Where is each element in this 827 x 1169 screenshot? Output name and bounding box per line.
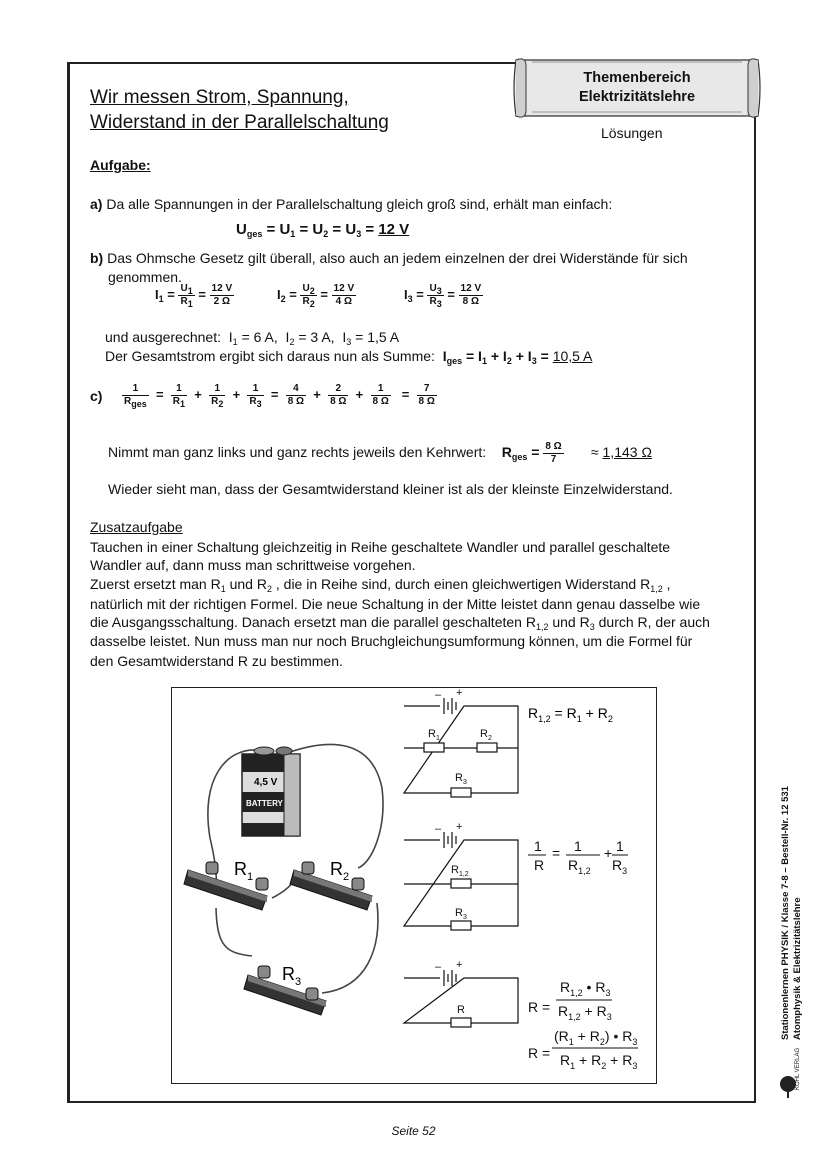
part-c-label: c) bbox=[90, 388, 103, 404]
svg-text:(R1 + R2) • R3: $(R_1 + R_2)$ • $R_3$ bbox=[554, 1028, 638, 1047]
svg-text:R1: $R_1$ bbox=[428, 728, 440, 742]
part-c-equation: $\frac{1}{R_{ges}}$ = $\frac{1}{R_1}$ + $\frac{1}{R_2}$ + $\frac{1}{R_3}$ = $\frac{4}{8 \Omega}$ + $\frac{2}{8 \Omega}$ + $\frac{1}{8 \Omega}$ = $\frac{7}{8 \Omega}$ bbox=[124, 383, 435, 409]
svg-text:=: = bbox=[552, 845, 561, 861]
publisher-logo bbox=[778, 1072, 808, 1100]
svg-text:R3: $R_3$ bbox=[612, 857, 628, 876]
extra-task-line-4: natürlich mit der richtigen Formel. Die neue Schaltung in der Mitte leistet dann genau dasselbe wie bbox=[90, 596, 701, 612]
part-b-total: Der Gesamtstrom ergibt sich daraus nun als Summe: $I_{ges} = I_1 + I_2 + I_3 = 10,5$ A bbox=[105, 348, 593, 366]
svg-text:+: + bbox=[456, 959, 463, 971]
svg-text:R2: $R_2$ bbox=[330, 859, 350, 883]
svg-text:+: + bbox=[604, 845, 613, 861]
part-b-text: b) Das Ohmsche Gesetz gilt überall, also auch an jedem einzelnen der drei Widerstände für sich bbox=[90, 250, 688, 266]
extra-task-line-2: Wandler auf, dann muss man schrittweise vorgehen. bbox=[90, 557, 416, 573]
publisher-name: KOHL VERLAG bbox=[795, 1047, 801, 1090]
battery-voltage-label: 4,5 V bbox=[254, 777, 278, 788]
part-a-text: a) Da alle Spannungen in der Parallelschaltung gleich groß sind, erhält man einfach: bbox=[90, 196, 613, 212]
svg-text:R1 + R2 + R3: $R_1 + R_2 + R_3$ bbox=[560, 1052, 638, 1071]
svg-text:R3: $R_3$ bbox=[455, 907, 467, 921]
battery-brand-label: BATTERY bbox=[246, 799, 283, 808]
svg-text:R =: R = bbox=[528, 1045, 551, 1061]
extra-task-line-5: die Ausgangsschaltung. Danach ersetzt man die parallel geschalteten $R_{1,2}$ und $R_3$ durch R, der auch bbox=[90, 614, 710, 632]
formula-r-expanded bbox=[528, 1028, 638, 1071]
formula-reciprocal bbox=[528, 838, 628, 876]
task-heading: Aufgabe: bbox=[90, 157, 151, 173]
svg-text:1: 1 bbox=[616, 838, 624, 854]
svg-text:R: R bbox=[457, 1004, 465, 1016]
ohm-i1: $I_1$ = $\frac{U_1}{R_1}$ = $\frac{12 V}{2 \Omega}$ bbox=[155, 283, 233, 309]
ohm-i2: $I_2$ = $\frac{U_2}{R_2}$ = $\frac{12 V}{4 \Omega}$ bbox=[277, 283, 355, 309]
resistor-r1-illustration bbox=[184, 859, 268, 910]
svg-text:R3: $R_3$ bbox=[282, 964, 302, 988]
svg-text:R1,2 • R3: $R_{1,2}$ • $R_3$ bbox=[560, 979, 611, 998]
extra-task-line-1: Tauchen in einer Schaltung gleichzeitig in Reihe geschaltete Wandler und parallel geschaltete bbox=[90, 539, 671, 555]
resistor-r3-illustration bbox=[244, 964, 326, 1015]
svg-text:1: 1 bbox=[574, 838, 582, 854]
topic-banner-text: Themenbereich Elektrizitätslehre bbox=[578, 70, 696, 105]
svg-text:–: – bbox=[435, 689, 442, 701]
svg-text:1: 1 bbox=[534, 838, 542, 854]
formula-r12: $R_{1,2} = R_1 + R_2$ bbox=[528, 705, 613, 724]
extra-task-line-6: dasselbe leistet. Nun muss man nur noch Bruchgleichungsumformung können, um die Formel für bbox=[90, 633, 693, 649]
title-line-1: Wir messen Strom, Spannung, bbox=[90, 87, 349, 108]
svg-text:R1: $R_1$ bbox=[234, 859, 254, 883]
solutions-label: Lösungen bbox=[601, 125, 663, 141]
part-c-reciprocal: Nimmt man ganz links und ganz rechts jeweils den Kehrwert: $R_{ges}$ = $\frac{8 \Omega}{7}$ ≈ 1,143 Ω bbox=[108, 441, 652, 465]
svg-text:–: – bbox=[435, 823, 442, 835]
svg-text:R1,2: $R_{1,2}$ bbox=[451, 864, 469, 878]
page-title bbox=[90, 85, 389, 135]
page-number: Seite 52 bbox=[391, 1124, 436, 1138]
circuit-3 bbox=[404, 970, 518, 1027]
battery-illustration bbox=[242, 747, 300, 836]
part-c-conclusion: Wieder sieht man, dass der Gesamtwiderstand kleiner ist als der kleinste Einzelwiderstand. bbox=[108, 481, 673, 497]
extra-task-line-7: den Gesamtwiderstand R zu bestimmen. bbox=[90, 653, 343, 669]
svg-text:R: R bbox=[534, 857, 545, 873]
svg-text:R1,2 + R3: $R_{1,2} + R_3$ bbox=[558, 1003, 612, 1022]
part-b-results: und ausgerechnet: $I_1 = 6$ A, $I_2 = 3$ A, $I_3 = 1,5$ A bbox=[105, 329, 400, 347]
svg-text:R3: $R_3$ bbox=[455, 772, 467, 786]
extra-task-heading: Zusatzaufgabe bbox=[90, 519, 183, 535]
ohm-i3: $I_3$ = $\frac{U_3}{R_3}$ = $\frac{12 V}{8 \Omega}$ bbox=[404, 283, 482, 309]
extra-task-line-3: Zuerst ersetzt man $R_1$ und $R_2$ , die in Reihe sind, durch einen gleichwertigen Widerstand $R_{1,2}$ , bbox=[90, 576, 671, 594]
circuit-figure bbox=[171, 687, 657, 1084]
svg-text:+: + bbox=[456, 688, 463, 699]
side-info: Stationenlernen PHYSIK / Klasse 7-8 – Bestell-Nr. 12 531 Atomphysik & Elektrizitätslehre bbox=[780, 786, 803, 1040]
svg-text:R1,2: $R_{1,2}$ bbox=[568, 857, 591, 876]
svg-text:R2: $R_2$ bbox=[480, 728, 492, 742]
formula-r-total bbox=[528, 979, 612, 1022]
svg-text:–: – bbox=[435, 961, 442, 973]
svg-text:R =: R = bbox=[528, 999, 551, 1015]
title-line-2: Widerstand in der Parallelschaltung bbox=[90, 112, 389, 133]
part-b-text-2: genommen. bbox=[108, 269, 182, 285]
part-a-equation: $U_{ges} = U_1 = U_2 = U_3 = 12$ V bbox=[236, 221, 410, 239]
svg-text:+: + bbox=[456, 821, 463, 833]
